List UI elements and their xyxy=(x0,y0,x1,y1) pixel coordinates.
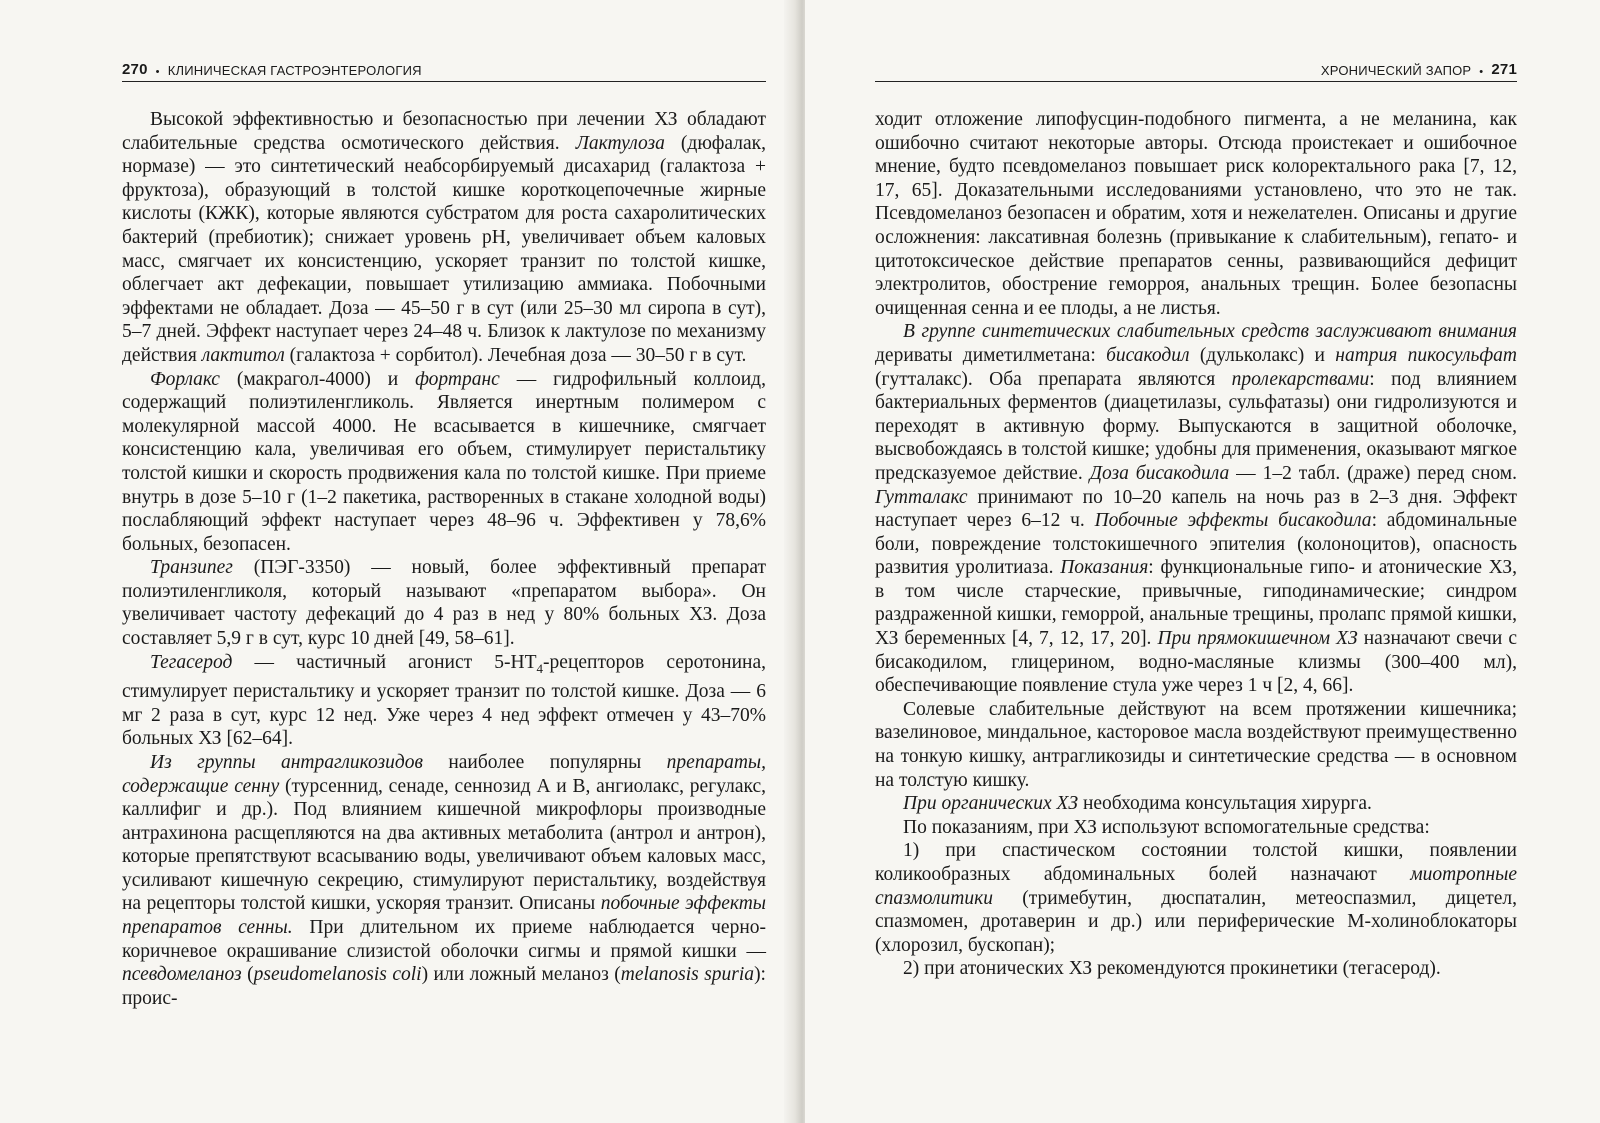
paragraph: Транзипег (ПЭГ-3350) — новый, более эффективный препарат полиэтиленгликоля, который называют «препаратом выбора». Он увеличивает частоту дефекаций до 4 раз в нед у 80% больных ХЗ. Доза составляет 5,9 г в сут, курс 10 дней [49, 58–61]. xyxy=(122,557,766,650)
header-separator: • xyxy=(1479,66,1484,78)
paragraph: По показаниям, при ХЗ используют вспомогательные средства: xyxy=(903,816,1430,838)
left-page xyxy=(0,0,795,1123)
right-page xyxy=(805,0,1600,1123)
paragraph: 1) при спастическом состоянии толстой кишки, появлении коликообразных абдоминальных болей назначают миотропные спазмолитики (тримебутин, дюспаталин, метеоспазмил, дицетел, спазмомен, дротаверин и др.) или периферические М-холиноблокаторы (хлорозил, бускопан); xyxy=(875,840,1517,956)
paragraph: Тегасерод — частичный агонист $5-HT_4$-рецепторов серотонина, стимулирует перистальтику и ускоряет транзит по толстой кишке. Доза — 6 мг 2 раза в сут, курс 12 нед. Уже через 4 нед эффект отмечен у 43–70% больных ХЗ [62–64]. xyxy=(122,651,766,750)
paragraph: 2) при атонических ХЗ рекомендуются прокинетики (тегасерод). xyxy=(903,958,1441,980)
page-number: 271 xyxy=(1491,61,1517,78)
paragraph: Высокой эффективностью и безопасностью при лечении ХЗ обладают слабительные средства осмотического действия. Лактулоза (дюфалак, нормазе) — это синтетический неабсорбируемый дисахарид (галактоза + фруктоза), образующий в толстой кишке короткоцепочечные жирные кислоты (КЖК), которые являются субстратом для роста сахаролитических бактерий (пребиотик); снижает уровень pH, увеличивает объем каловых масс, смягчает их консистенцию, ускоряет транзит по толстой кишке, облегчает акт дефекации, повышает утилизацию аммиака. Побочными эффектами не обладает. Доза — 45–50 г в сут (или 25–30 мл сиропа в сут), 5–7 дней. Эффект наступает через 24–48 ч. Близок к лактулозе по механизму действия лактитол (галактоза + сорбитол). Лечебная доза — 30–50 г в сут. xyxy=(122,109,766,366)
paragraph: В группе синтетических слабительных средств заслуживают внимания дериваты диметилметана: бисакодил (дульколакс) и натрия пикосульфат (гутталакс). Оба препарата являются пролекарствами: под влиянием бактериальных ферментов (диацетилазы, сульфатазы) они гидролизуются и переходят в активную форму. Выпускаются в защитной оболочке, высвобождаясь в толстой кишке; удобны для применения, оказывают мягкое предсказуемое действие. Доза бисакодила — 1–2 табл. (драже) перед сном. Гутталакс принимают по 10–20 капель на ночь раз в 2–3 дня. Эффект наступает через 6–12 ч. Побочные эффекты бисакодила: абдоминальные боли, повреждение толстокишечного эпителия (колоноцитов), опасность развития уролитиаза. Показания: функциональные гипо- и атонические ХЗ, в том числе старческие, привычные, гиподинамические; синдром раздраженной кишки, геморрой, анальные трещины, пролапс прямой кишки, ХЗ беременных [4, 7, 12, 17, 20]. При прямокишечном ХЗ назначают свечи с бисакодилом, глицерином, водно-масляные клизмы (300–400 мл), обеспечивающие появление стула уже через 1 ч [2, 4, 66]. xyxy=(875,321,1518,697)
left-body-text xyxy=(122,108,766,1010)
header-separator: • xyxy=(155,66,160,78)
paragraph: ходит отложение липофусцин-подобного пигмента, а не меланина, как ошибочно считают некоторые авторы. Отсюда проистекает и ошибочное мнение, будто псевдомеланоз повышает риск колоректального рака [7, 12, 17, 65]. Доказательными исследованиями установлено, что это не так. Псевдомеланоз безопасен и обратим, хотя и нежелателен. Описаны и другие осложнения: лаксативная болезнь (привыкание к слабительным), гепато- и цитотоксическое действие препаратов сенны, развивающийся дефицит электролитов, обострение геморроя, анальных трещин. Более безопасны очищенная сенна и ее плоды, а не листья. xyxy=(875,109,1517,319)
paragraph: Из группы антрагликозидов наиболее популярны препараты, содержащие сенну (турсеннид, сенаде, сеннозид А и В, ангиолакс, регулакс, каллифиг и др.). Под влиянием кишечной микрофлоры производные антрахинона расщепляются на два активных метаболита (антрол и антрон), которые препятствуют всасыванию воды, увеличивают объем каловых масс, усиливают кишечную секрецию, стимулируют перистальтику, воздействуя на рецепторы толстой кишки, ускоряя транзит. Описаны побочные эффекты препаратов сенны. При длительном их приеме наблюдается черно-коричневое окрашивание слизистой оболочки сигмы и прямой кишки — псевдомеланоз (pseudomelanosis coli) или ложный меланоз (melanosis spuria): проис- xyxy=(122,751,767,1009)
paragraph: При органических ХЗ необходима консультация хирурга. xyxy=(903,793,1372,815)
right-running-header xyxy=(875,60,1517,82)
page-number: 270 xyxy=(122,61,148,78)
paragraph: Форлакс (макрагол-4000) и фортранс — гидрофильный коллоид, содержащий полиэтиленгликоль. Является инертным полимером с молекулярной массой 4000. Не всасывается в кишечнике, смягчает консистенцию кала, увеличивая его объем, стимулирует перистальтику толстой кишки и скорость продвижения кала по толстой кишке. При приеме внутрь в дозе 5–10 г (1–2 пакетика, растворенных в стакане холодной воды) послабляющий эффект наступает через 48–96 ч. Эффективен у 78,6% больных, безопасен. xyxy=(122,368,766,555)
header-title: ХРОНИЧЕСКИЙ ЗАПОР xyxy=(1320,63,1472,78)
left-running-header xyxy=(122,60,766,82)
right-body-text xyxy=(875,108,1517,981)
paragraph: Солевые слабительные действуют на всем протяжении кишечника; вазелиновое, миндальное, касторовое масла воздействуют преимущественно на тонкую кишку, антрагликозиды и синтетические средства — в основном на толстую кишку. xyxy=(875,698,1517,791)
header-title: КЛИНИЧЕСКАЯ ГАСТРОЭНТЕРОЛОГИЯ xyxy=(167,63,422,78)
